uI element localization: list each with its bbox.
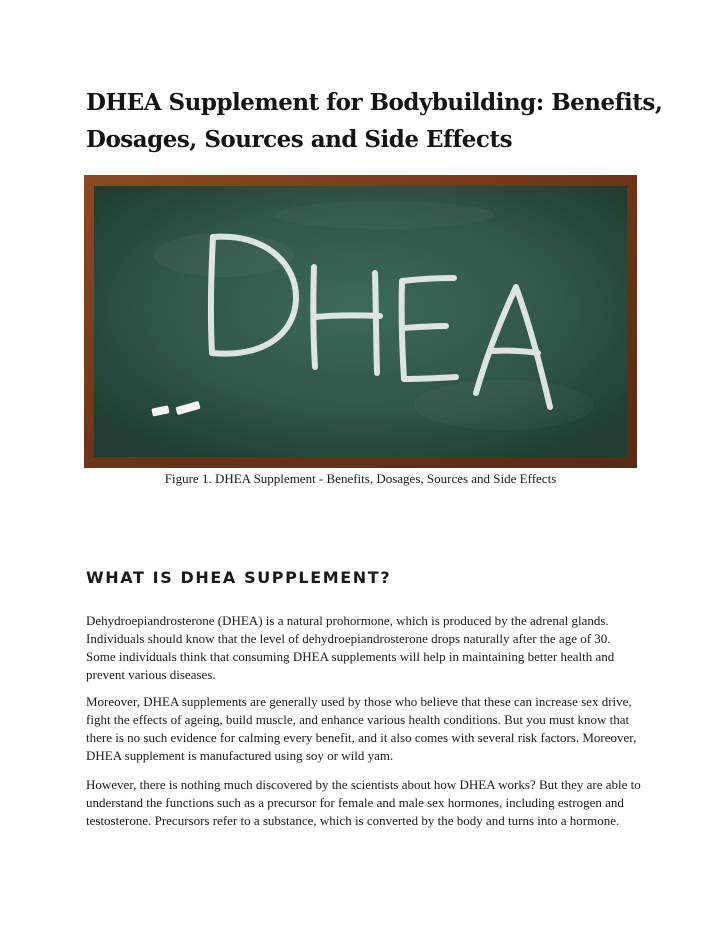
body-paragraph: Dehydroepiandrosterone (DHEA) is a natural prohormone, which is produced by the adrenal glands. Individuals should know that the level of dehydroepiandrosterone drops naturally after the age of 30. Some individuals think that consuming DHEA supplements will help in maintaining better health and prevent various diseases. (86, 613, 615, 682)
figure-caption: Figure 1. DHEA Supplement - Benefits, Dosages, Sources and Side Effects (164, 471, 557, 486)
page-title: DHEA Supplement for Bodybuilding: Benefits, Dosages, Sources and Side Effects (86, 89, 663, 153)
chalkboard-figure (84, 175, 637, 468)
body-paragraph: Moreover, DHEA supplements are generally used by those who believe that these can increase sex drive, fight the effects of ageing, build muscle, and enhance various health conditions. But you must know that there is no such evidence for calming every benefit, and it also comes with several risk factors. Moreover, DHEA supplement is manufactured using soy or wild yam. (86, 694, 637, 763)
body-paragraph: However, there is nothing much discovered by the scientists about how DHEA works? But they are able to understand the functions such as a precursor for female and male sex hormones, including estrogen and testosterone. Precursors refer to a substance, which is converted by the body and turns into a hormone. (86, 777, 641, 828)
section-heading: WHAT IS DHEA SUPPLEMENT? (86, 568, 392, 587)
chalkboard-image (84, 175, 637, 468)
